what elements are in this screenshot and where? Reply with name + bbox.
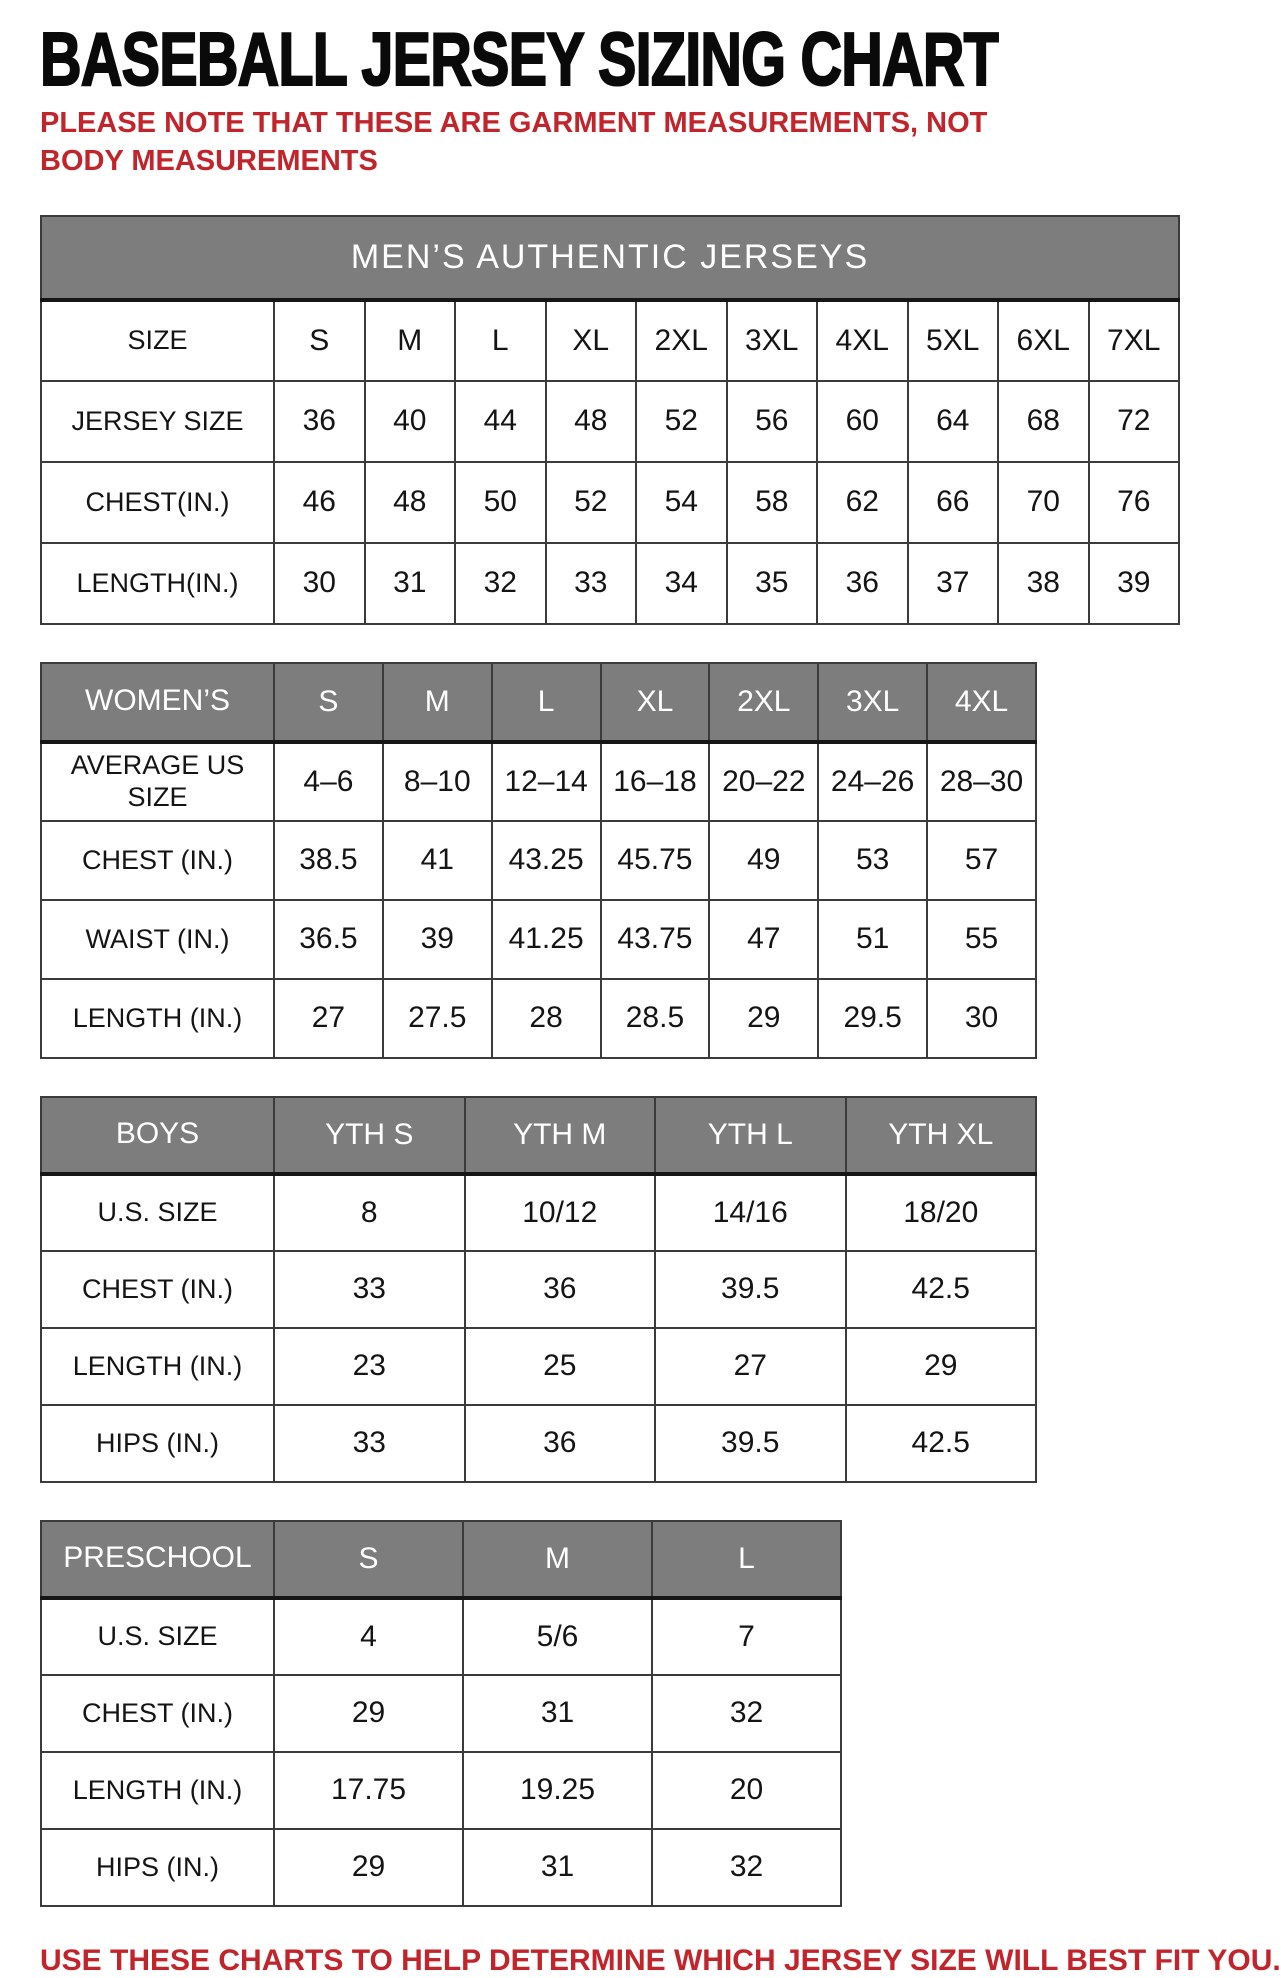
value-cell: 32: [455, 543, 546, 624]
table-row: [41, 1598, 841, 1675]
value-cell: 41.25: [492, 900, 601, 979]
table-header-label: PRESCHOOL: [41, 1521, 274, 1598]
garment-measurements-note: PLEASE NOTE THAT THESE ARE GARMENT MEASUREMENTS, NOT BODY MEASUREMENTS: [40, 107, 988, 178]
value-cell: 14/16: [655, 1174, 846, 1251]
value-cell: 29: [846, 1328, 1037, 1405]
value-cell: 8: [274, 1174, 465, 1251]
value-cell: 51: [818, 900, 927, 979]
table-row: [41, 1405, 1036, 1482]
value-cell: 43.25: [492, 821, 601, 900]
value-cell: 19.25: [463, 1752, 652, 1829]
column-header-cell: 2XL: [636, 300, 727, 381]
column-header-cell: M: [365, 300, 456, 381]
value-cell: 10/12: [465, 1174, 656, 1251]
value-cell: 27.5: [383, 979, 492, 1058]
value-cell: 37: [908, 543, 999, 624]
column-header-cell: XL: [546, 300, 637, 381]
column-header-cell: L: [652, 1521, 841, 1598]
row-label-cell: LENGTH(IN.): [41, 543, 274, 624]
value-cell: 53: [818, 821, 927, 900]
table-row: [41, 1829, 841, 1906]
value-cell: 18/20: [846, 1174, 1037, 1251]
value-cell: 25: [465, 1328, 656, 1405]
column-header-cell: YTH L: [655, 1097, 846, 1174]
preschool-sizing-table: [40, 1520, 842, 1907]
value-cell: 32: [652, 1675, 841, 1752]
table-row: [41, 1174, 1036, 1251]
value-cell: 72: [1089, 381, 1180, 462]
value-cell: 76: [1089, 462, 1180, 543]
row-label-cell: U.S. SIZE: [41, 1598, 274, 1675]
value-cell: 39: [1089, 543, 1180, 624]
table-header-row: [41, 663, 1036, 742]
value-cell: 29: [274, 1675, 463, 1752]
value-cell: 52: [546, 462, 637, 543]
table-band-row: [41, 216, 1179, 300]
value-cell: 7: [652, 1598, 841, 1675]
mens-sizing-table: [40, 215, 1180, 625]
value-cell: 31: [463, 1675, 652, 1752]
column-header-cell: S: [274, 1521, 463, 1598]
row-label-cell: LENGTH (IN.): [41, 1328, 274, 1405]
row-label-cell: HIPS (IN.): [41, 1405, 274, 1482]
value-cell: 40: [365, 381, 456, 462]
value-cell: 29: [709, 979, 818, 1058]
value-cell: 27: [274, 979, 383, 1058]
row-label-cell: CHEST(IN.): [41, 462, 274, 543]
value-cell: 68: [998, 381, 1089, 462]
table-row: [41, 1752, 841, 1829]
table-row: [41, 1675, 841, 1752]
value-cell: 27: [655, 1328, 846, 1405]
value-cell: 62: [817, 462, 908, 543]
table-row: [41, 381, 1179, 462]
value-cell: 49: [709, 821, 818, 900]
value-cell: 36: [817, 543, 908, 624]
value-cell: 36.5: [274, 900, 383, 979]
value-cell: 32: [652, 1829, 841, 1906]
value-cell: 28–30: [927, 742, 1036, 821]
value-cell: 50: [455, 462, 546, 543]
value-cell: 38: [998, 543, 1089, 624]
value-cell: 4: [274, 1598, 463, 1675]
table-row: [41, 821, 1036, 900]
womens-sizing-table: [40, 662, 1037, 1059]
value-cell: 36: [465, 1405, 656, 1482]
value-cell: 31: [365, 543, 456, 624]
table-row: [41, 543, 1179, 624]
row-label-cell: HIPS (IN.): [41, 1829, 274, 1906]
table-row: [41, 1251, 1036, 1328]
table-header-row: [41, 1521, 841, 1598]
value-cell: 20–22: [709, 742, 818, 821]
value-cell: 45.75: [601, 821, 710, 900]
value-cell: 33: [274, 1405, 465, 1482]
value-cell: 43.75: [601, 900, 710, 979]
value-cell: 28.5: [601, 979, 710, 1058]
table-row: [41, 742, 1036, 821]
table-band-title: MEN’S AUTHENTIC JERSEYS: [41, 216, 1179, 300]
column-header-cell: YTH S: [274, 1097, 465, 1174]
column-header-cell: 4XL: [927, 663, 1036, 742]
value-cell: 55: [927, 900, 1036, 979]
value-cell: 12–14: [492, 742, 601, 821]
page-title: BASEBALL JERSEY SIZING CHART: [40, 17, 999, 102]
value-cell: 41: [383, 821, 492, 900]
value-cell: 30: [274, 543, 365, 624]
table-row: [41, 979, 1036, 1058]
column-header-cell: 7XL: [1089, 300, 1180, 381]
column-header-cell: S: [274, 300, 365, 381]
table-header-row: [41, 300, 1179, 381]
value-cell: 33: [546, 543, 637, 624]
value-cell: 70: [998, 462, 1089, 543]
value-cell: 47: [709, 900, 818, 979]
column-header-cell: YTH XL: [846, 1097, 1037, 1174]
value-cell: 17.75: [274, 1752, 463, 1829]
row-label-cell: CHEST (IN.): [41, 821, 274, 900]
row-label-cell: JERSEY SIZE: [41, 381, 274, 462]
value-cell: 29.5: [818, 979, 927, 1058]
value-cell: 54: [636, 462, 727, 543]
table-row: [41, 1328, 1036, 1405]
column-header-cell: 6XL: [998, 300, 1089, 381]
value-cell: 8–10: [383, 742, 492, 821]
mens-table-section: [40, 215, 1180, 625]
table-header-label: SIZE: [41, 300, 274, 381]
value-cell: 38.5: [274, 821, 383, 900]
table-header-label: WOMEN’S: [41, 663, 274, 742]
value-cell: 56: [727, 381, 818, 462]
value-cell: 31: [463, 1829, 652, 1906]
value-cell: 48: [546, 381, 637, 462]
column-header-cell: L: [455, 300, 546, 381]
value-cell: 57: [927, 821, 1036, 900]
value-cell: 36: [465, 1251, 656, 1328]
value-cell: 42.5: [846, 1405, 1037, 1482]
preschool-table-section: [40, 1520, 1180, 1907]
boys-sizing-table: [40, 1096, 1037, 1483]
value-cell: 5/6: [463, 1598, 652, 1675]
value-cell: 44: [455, 381, 546, 462]
value-cell: 42.5: [846, 1251, 1037, 1328]
value-cell: 48: [365, 462, 456, 543]
table-header-label: BOYS: [41, 1097, 274, 1174]
column-header-cell: YTH M: [465, 1097, 656, 1174]
column-header-cell: L: [492, 663, 601, 742]
value-cell: 64: [908, 381, 999, 462]
row-label-cell: CHEST (IN.): [41, 1675, 274, 1752]
value-cell: 30: [927, 979, 1036, 1058]
fit-advice-footer: USE THESE CHARTS TO HELP DETERMINE WHICH JERSEY SIZE WILL BEST FIT YOU.: [40, 1943, 1281, 1977]
boys-table-section: [40, 1096, 1180, 1483]
value-cell: 28: [492, 979, 601, 1058]
value-cell: 39: [383, 900, 492, 979]
row-label-cell: LENGTH (IN.): [41, 1752, 274, 1829]
value-cell: 33: [274, 1251, 465, 1328]
column-header-cell: 5XL: [908, 300, 999, 381]
column-header-cell: 2XL: [709, 663, 818, 742]
row-label-cell: WAIST (IN.): [41, 900, 274, 979]
value-cell: 66: [908, 462, 999, 543]
row-label-cell: CHEST (IN.): [41, 1251, 274, 1328]
value-cell: 16–18: [601, 742, 710, 821]
value-cell: 35: [727, 543, 818, 624]
column-header-cell: 3XL: [727, 300, 818, 381]
column-header-cell: M: [383, 663, 492, 742]
value-cell: 46: [274, 462, 365, 543]
column-header-cell: M: [463, 1521, 652, 1598]
column-header-cell: 4XL: [817, 300, 908, 381]
column-header-cell: S: [274, 663, 383, 742]
value-cell: 58: [727, 462, 818, 543]
value-cell: 29: [274, 1829, 463, 1906]
value-cell: 34: [636, 543, 727, 624]
value-cell: 52: [636, 381, 727, 462]
value-cell: 39.5: [655, 1405, 846, 1482]
row-label-cell: AVERAGE US SIZE: [41, 742, 274, 821]
column-header-cell: 3XL: [818, 663, 927, 742]
value-cell: 24–26: [818, 742, 927, 821]
value-cell: 36: [274, 381, 365, 462]
table-row: [41, 462, 1179, 543]
value-cell: 20: [652, 1752, 841, 1829]
value-cell: 60: [817, 381, 908, 462]
table-header-row: [41, 1097, 1036, 1174]
row-label-cell: LENGTH (IN.): [41, 979, 274, 1058]
value-cell: 4–6: [274, 742, 383, 821]
value-cell: 39.5: [655, 1251, 846, 1328]
value-cell: 23: [274, 1328, 465, 1405]
womens-table-section: [40, 662, 1180, 1059]
row-label-cell: U.S. SIZE: [41, 1174, 274, 1251]
column-header-cell: XL: [601, 663, 710, 742]
table-row: [41, 900, 1036, 979]
